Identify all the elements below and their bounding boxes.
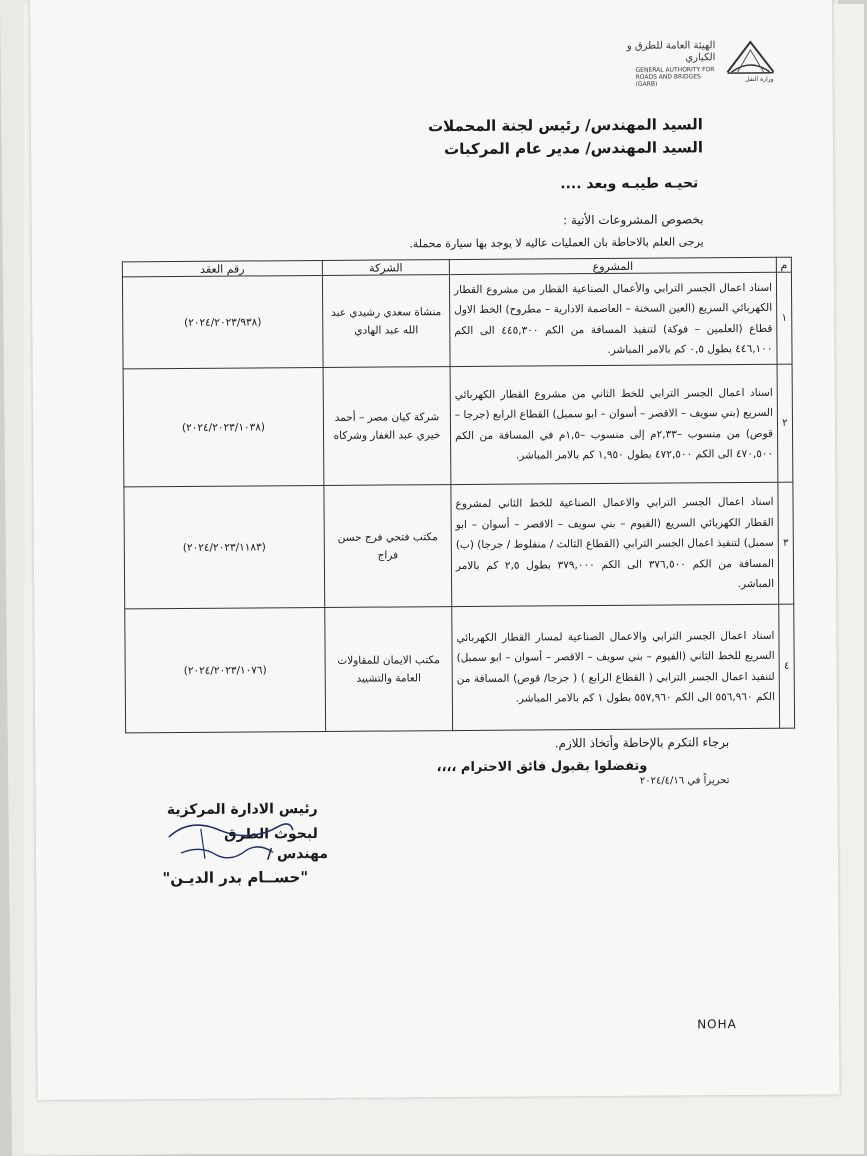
table-row	[123, 364, 793, 487]
row-contract: (٢٠٢٤/٢٠٢٣/١١٨٣)	[124, 485, 325, 608]
bridge-icon	[725, 40, 775, 78]
row-contract: (٢٠٢٤/٢٠٢٣/٩٣٨)	[122, 275, 323, 368]
closing-request: برجاء التكرم بالإحاطة وأتخاذ اللازم.	[554, 735, 730, 751]
footer-initials: NOHA	[697, 1017, 737, 1032]
row-num: ٤	[779, 604, 795, 728]
header-project: المشروع	[449, 257, 776, 274]
row-num: ٣	[778, 482, 794, 604]
notice-line: يرجى العلم بالاحاطة بان العمليات عاليه لا يوجد بها سيارة محملة.	[409, 235, 704, 251]
signatory-role: مهندس /	[266, 845, 329, 863]
table-row	[122, 272, 792, 369]
subject-line: بخصوص المشروعات الأتية :	[563, 212, 704, 228]
signatory-name: "حســام بدر الديـن"	[162, 868, 309, 888]
logo-arabic-text: الهيئة العامة للطرق و الكباري	[626, 40, 716, 64]
projects-table	[122, 257, 795, 734]
signatory-title-2: لبحوث الطرق	[224, 826, 318, 843]
row-num: ١	[776, 272, 792, 364]
row-project: اسناد اعمال الجسر الترابي والاعمال الصناعية لمسار القطار الكهربائي السريع للخط الثاني (الفيوم – بني سويف – الاقصر – أسوان – ابو سمبل) لتنفيذ اعمال الجسر الترابي ( القطاع الرابع ) ( جرجا/ قوص) المسافة من الكم ٥٥٦,٩٦٠ الى الكم ٥٥٧,٩٦٠ بطول ١ كم بالامر المباشر.	[452, 604, 780, 730]
row-company: مكتب فتحي فرج حسن فراج	[324, 485, 452, 608]
row-num: ٢	[777, 364, 793, 482]
logo-ministry-text: وزارة النقل	[745, 75, 774, 84]
row-contract: (٢٠٢٤/٢٠٢٣/١٠٧٦)	[125, 607, 326, 732]
row-company: منشاة سعدي رشيدي عبد الله عبد الهادي	[322, 275, 450, 368]
row-contract: (٢٠٢٤/٢٠٢٣/١٠٣٨)	[123, 367, 324, 486]
handwritten-signature	[161, 808, 301, 869]
authority-logo	[615, 40, 775, 91]
table-row	[125, 604, 795, 733]
row-company: شركة كيان مصر – أحمد خيري عبد الغفار وشركاه	[323, 367, 451, 486]
letter-page	[30, 0, 840, 1100]
header-company: الشركة	[322, 260, 449, 276]
logo-english-text: GENERAL AUTHORITY FOR ROADS AND BRIDGES (GARB)	[635, 66, 715, 88]
closing-respect: وتفضلوا بقبول فائق الاحترام ،،،،	[436, 758, 648, 776]
header-contract: رقم العقد	[122, 260, 322, 276]
signatory-title-1: رئيس الادارة المركزية	[166, 801, 318, 819]
row-project: اسناد اعمال الجسر الترابي والاعمال الصناعية للخط الثاني لمشروع القطار الكهربائي السريع (الفيوم – بني سويف – الاقصر – أسوان – ابو سمبل) لتنفيذ اعمال الجسر الترابي (القطاع الثالث / منفلوط / جرجا) (ب) المسافة من الكم ٣٧٦,٥٠٠ الى الكم ٣٧٩,٠٠٠ بطول ٢,٥ كم بالامر المباشر.	[451, 482, 779, 606]
row-company: مكتب الايمان للمقاولات العامة والتشييد	[325, 607, 453, 732]
header-num: م	[776, 257, 791, 272]
row-project: اسناد اعمال الجسر الترابي للخط الثاني من مشروع القطار الكهربائي السريع (بني سويف – الاقصر – أسوان – ابو سمبل) القطاع الرابع (جرجا – قوص) من منسوب –٢,٣٣م إلى منسوب –١,٥م في المسافة من الكم ٤٧٠,٥٠٠ الى الكم ٤٧٢,٥٠٠ بطول ١,٩٥٠ كم بالامر المباشر.	[450, 364, 778, 484]
greeting: تحيـه طيبـه وبعد ....	[560, 175, 699, 193]
issue-date: تحريراً في ٢٠٢٤/٤/١٦	[639, 775, 730, 787]
addressee-1: السيد المهندس/ رئيس لجنة المحملات	[427, 115, 703, 136]
table-row	[124, 482, 794, 609]
addressee-2: السيد المهندس/ مدير عام المركبات	[444, 138, 704, 159]
row-project: اسناد اعمال الجسر الترابي والأعمال الصناعية القطار من مشروع القطار الكهربائي السريع (العين السخنة – العاصمة الادارية – مطروح) الخط الاول قطاع (العلمين – فوكة) لتنفيذ المسافة من الكم ٤٤٥,٣٠٠ الى الكم ٤٤٦,١٠٠ بطول ٠,٥ كم بالامر المباشر.	[449, 272, 777, 366]
